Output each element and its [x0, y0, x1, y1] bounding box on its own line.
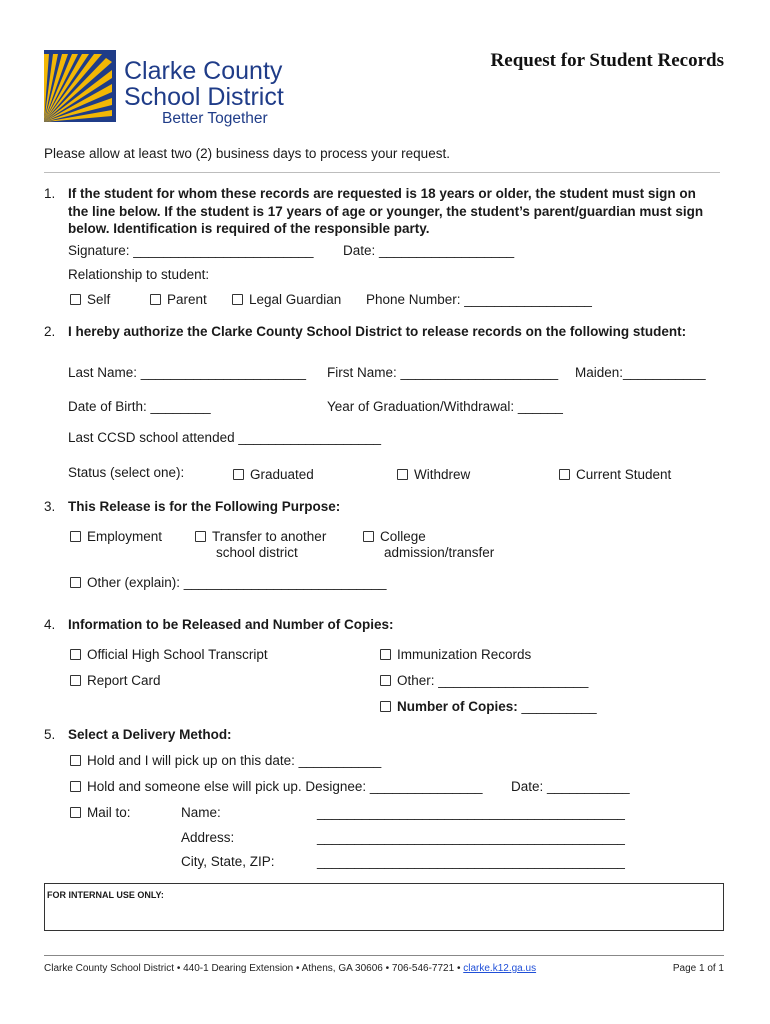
checkbox-icon[interactable]	[380, 701, 391, 712]
page-title: Request for Student Records	[490, 50, 724, 71]
info-transcript-label: Official High School Transcript	[87, 647, 268, 662]
info-copies[interactable]	[380, 699, 597, 714]
status-withdrew[interactable]	[397, 467, 470, 482]
info-other[interactable]	[380, 673, 588, 688]
info-report-card-label: Report Card	[87, 673, 161, 688]
purpose-transfer-line2: school district	[216, 545, 298, 560]
info-immunization[interactable]	[380, 647, 531, 662]
grad-year-field[interactable]: Year of Graduation/Withdrawal: ______	[327, 399, 563, 414]
checkbox-icon[interactable]	[70, 531, 81, 542]
signature-date-field[interactable]: Date: __________________	[343, 243, 515, 258]
purpose-other[interactable]	[70, 575, 387, 590]
checkbox-icon[interactable]	[233, 469, 244, 480]
checkbox-icon[interactable]	[232, 294, 243, 305]
checkbox-icon[interactable]	[70, 577, 81, 588]
status-label: Status (select one):	[68, 465, 185, 480]
status-withdrew-label: Withdrew	[414, 467, 471, 482]
info-immunization-label: Immunization Records	[397, 647, 532, 662]
delivery-designee-label: Hold and someone else will pick up. Designee: _______________	[87, 779, 483, 794]
relationship-parent-label: Parent	[167, 292, 207, 307]
relationship-guardian[interactable]	[232, 292, 341, 307]
logo-name-line2: School District	[124, 83, 284, 111]
maiden-field[interactable]: Maiden:___________	[575, 365, 706, 380]
section2-heading: I hereby authorize the Clarke County School District to release records on the following student:	[68, 324, 687, 339]
checkbox-icon[interactable]	[363, 531, 374, 542]
info-transcript[interactable]	[70, 647, 268, 662]
checkbox-icon[interactable]	[70, 781, 81, 792]
section1-text-1: If the student for whom these records are requested is 18 years or older, the student must sign on	[68, 186, 696, 201]
relationship-self[interactable]	[70, 292, 110, 307]
designee-date-field[interactable]: Date: ___________	[511, 779, 630, 794]
mail-address-line[interactable]: _________________________________________	[317, 830, 625, 845]
checkbox-icon[interactable]	[397, 469, 408, 480]
logo-tagline: Better Together	[162, 110, 268, 127]
mail-city-label: City, State, ZIP:	[181, 854, 275, 869]
last-name-field[interactable]: Last Name: ______________________	[68, 365, 306, 380]
section5-number: 5.	[44, 727, 56, 742]
relationship-guardian-label: Legal Guardian	[249, 292, 342, 307]
internal-use-box	[44, 883, 724, 931]
delivery-designee[interactable]	[70, 779, 483, 794]
logo-name-line1: Clarke County	[124, 57, 283, 85]
section4-heading: Information to be Released and Number of Copies:	[68, 617, 394, 632]
info-other-label: Other: ____________________	[397, 673, 589, 688]
mail-name-line[interactable]: _________________________________________	[317, 805, 625, 820]
purpose-transfer-label: Transfer to another	[212, 529, 327, 544]
relationship-parent[interactable]	[150, 292, 207, 307]
delivery-pickup[interactable]	[70, 753, 381, 768]
dob-field[interactable]: Date of Birth: ________	[68, 399, 211, 414]
mail-address-label: Address:	[181, 830, 235, 845]
purpose-college-line2: admission/transfer	[384, 545, 495, 560]
status-graduated[interactable]	[233, 467, 314, 482]
mail-city-line[interactable]: _________________________________________	[317, 854, 625, 869]
delivery-pickup-label: Hold and I will pick up on this date: ___________	[87, 753, 382, 768]
status-current-label: Current Student	[576, 467, 672, 482]
district-logo	[44, 50, 314, 130]
checkbox-icon[interactable]	[150, 294, 161, 305]
checkbox-icon[interactable]	[70, 675, 81, 686]
section4-number: 4.	[44, 617, 56, 632]
section3-heading: This Release is for the Following Purpose:	[68, 499, 341, 514]
section5-heading: Select a Delivery Method:	[68, 727, 232, 742]
signature-field[interactable]: Signature: ________________________	[68, 243, 314, 258]
purpose-college-label: College	[380, 529, 426, 544]
footer-address	[44, 963, 536, 974]
checkbox-icon[interactable]	[195, 531, 206, 542]
info-copies-label: Number of Copies:	[397, 699, 518, 714]
relationship-label: Relationship to student:	[68, 267, 210, 282]
section3-number: 3.	[44, 499, 56, 514]
section1-text-2: the line below. If the student is 17 years of age or younger, the student’s parent/guardian must sign	[68, 204, 704, 219]
divider	[44, 172, 720, 173]
checkbox-icon[interactable]	[380, 649, 391, 660]
purpose-other-label: Other (explain): ___________________________	[87, 575, 387, 590]
internal-use-label: FOR INTERNAL USE ONLY:	[47, 890, 164, 900]
checkbox-icon[interactable]	[70, 649, 81, 660]
footer-divider	[44, 955, 724, 956]
purpose-college[interactable]	[363, 529, 426, 544]
checkbox-icon[interactable]	[559, 469, 570, 480]
last-school-field[interactable]: Last CCSD school attended ___________________	[68, 430, 381, 445]
relationship-self-label: Self	[87, 292, 111, 307]
checkbox-icon[interactable]	[380, 675, 391, 686]
section1-text-3: below. Identification is required of the responsible party.	[68, 221, 430, 236]
purpose-transfer[interactable]	[195, 529, 326, 544]
purpose-employment[interactable]	[70, 529, 162, 544]
section1-number: 1.	[44, 186, 56, 201]
intro-text: Please allow at least two (2) business days to process your request.	[44, 146, 450, 161]
delivery-mail[interactable]	[70, 805, 131, 820]
first-name-field[interactable]: First Name: _____________________	[327, 365, 559, 380]
phone-field[interactable]: Phone Number: _________________	[366, 292, 592, 307]
delivery-mail-label: Mail to:	[87, 805, 131, 820]
checkbox-icon[interactable]	[70, 294, 81, 305]
info-copies-line[interactable]: __________	[521, 699, 597, 714]
sunburst-icon	[44, 50, 116, 122]
status-graduated-label: Graduated	[250, 467, 314, 482]
checkbox-icon[interactable]	[70, 807, 81, 818]
section2-number: 2.	[44, 324, 56, 339]
page-number: Page 1 of 1	[672, 963, 724, 974]
footer-address-text: Clarke County School District • 440-1 Dearing Extension • Athens, GA 30606 • 706-546-7721 •	[44, 963, 461, 974]
status-current[interactable]	[559, 467, 671, 482]
purpose-employment-label: Employment	[87, 529, 163, 544]
district-website-link[interactable]: clarke.k12.ga.us	[463, 963, 537, 974]
info-report-card[interactable]	[70, 673, 161, 688]
mail-name-label: Name:	[181, 805, 221, 820]
checkbox-icon[interactable]	[70, 755, 81, 766]
